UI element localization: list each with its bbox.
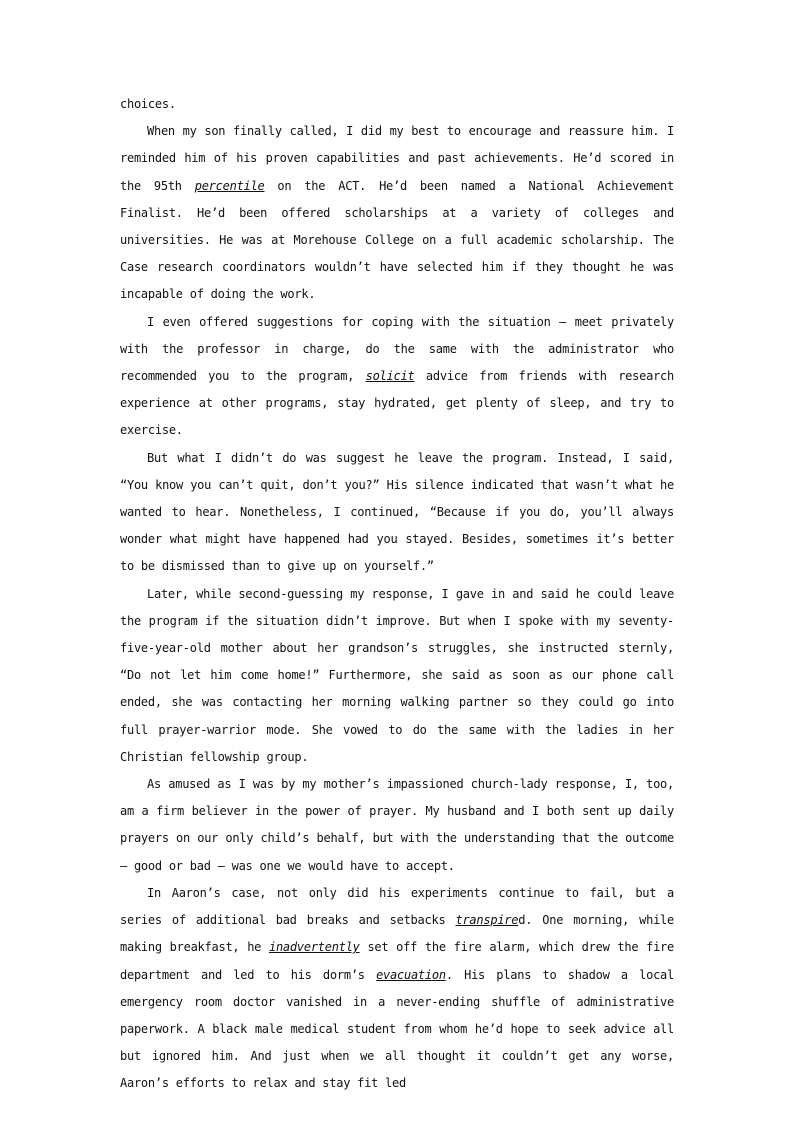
paragraph-text: choices.: [120, 97, 176, 111]
paragraph: [120, 309, 674, 445]
paragraph-text: But what I didn’t do was suggest he leave the program. Instead, I said, “You know you can’t quit, don’t you?” His silence indicated that wasn’t what he wanted to hear. Nonetheless, I continued, “Because if you do, you’ll always wonder what might have happened had you stayed. Besides, sometimes it’s better to be dismissed than to give up on yourself.”: [120, 450, 674, 574]
paragraph-text: As amused as I was by my mother’s impassioned church-lady response, I, too, am a firm believer in the power of prayer. My husband and I both sent up daily prayers on our only child’s behalf, but with the understanding that the outcome — good or bad — was one we would have to accept.: [120, 777, 674, 873]
paragraph-text: . His plans to shadow a local emergency room doctor vanished in a never-ending shuffle of administrative paperwork. A black male medical student from whom he’d hope to seek advice all but ignored him. And just when we all thought it couldn’t get any worse, Aaron’s efforts to relax and stay fit led: [120, 967, 674, 1091]
vocabulary-word: evacuation: [376, 967, 446, 982]
paragraph-text: advice from friends with research experience at other programs, stay hydrated, get plenty of sleep, and try to exercise.: [120, 369, 674, 438]
paragraph-text: When my son finally called, I did my best to encourage and reassure him. I reminded him of his proven capabilities and past achievements. He’d scored in the 95th: [120, 124, 674, 193]
paragraph: [120, 880, 674, 1098]
vocabulary-word: inadvertently: [268, 940, 360, 955]
paragraph-text: d. One morning, while making breakfast, he: [120, 913, 674, 955]
paragraph-text: I even offered suggestions for coping with the situation — meet privately with the professor in charge, do the same with the administrator who recommended you to the program,: [120, 314, 674, 384]
vocabulary-word: transpire: [455, 913, 519, 928]
vocabulary-word: solicit: [365, 369, 415, 384]
paragraph-text: set off the fire alarm, which drew the fire department and led to his dorm’s: [120, 940, 675, 982]
paragraph-text: on the ACT. He’d been named a National Achievement Finalist. He’d been offered scholarships at a variety of colleges and universities. He was at Morehouse College on a full academic scholarship. The Case research coordinators wouldn’t have selected him if they thought he was incapable of doing the work.: [120, 178, 674, 302]
paragraph-text: Later, while second-guessing my response, I gave in and said he could leave the program if the situation didn’t improve. But when I spoke with my seventy-five-year-old mother about her grandson’s struggles, she instructed sternly, “Do not let him come home!” Furthermore, she said as soon as our phone call ended, she was contacting her morning walking partner so they could go into full prayer-warrior mode. She vowed to do the same with the ladies in her Christian fellowship group.: [120, 586, 674, 764]
paragraph-text: In Aaron’s case, not only did his experiments continue to fail, but a series of additional bad breaks and setbacks: [120, 885, 674, 928]
vocabulary-word: percentile: [194, 178, 265, 193]
paragraph: [120, 581, 674, 771]
paragraph: [120, 445, 674, 581]
paragraph: [120, 91, 674, 118]
paragraph: [120, 771, 674, 880]
document-page: [120, 91, 674, 1098]
paragraph: [120, 118, 674, 308]
